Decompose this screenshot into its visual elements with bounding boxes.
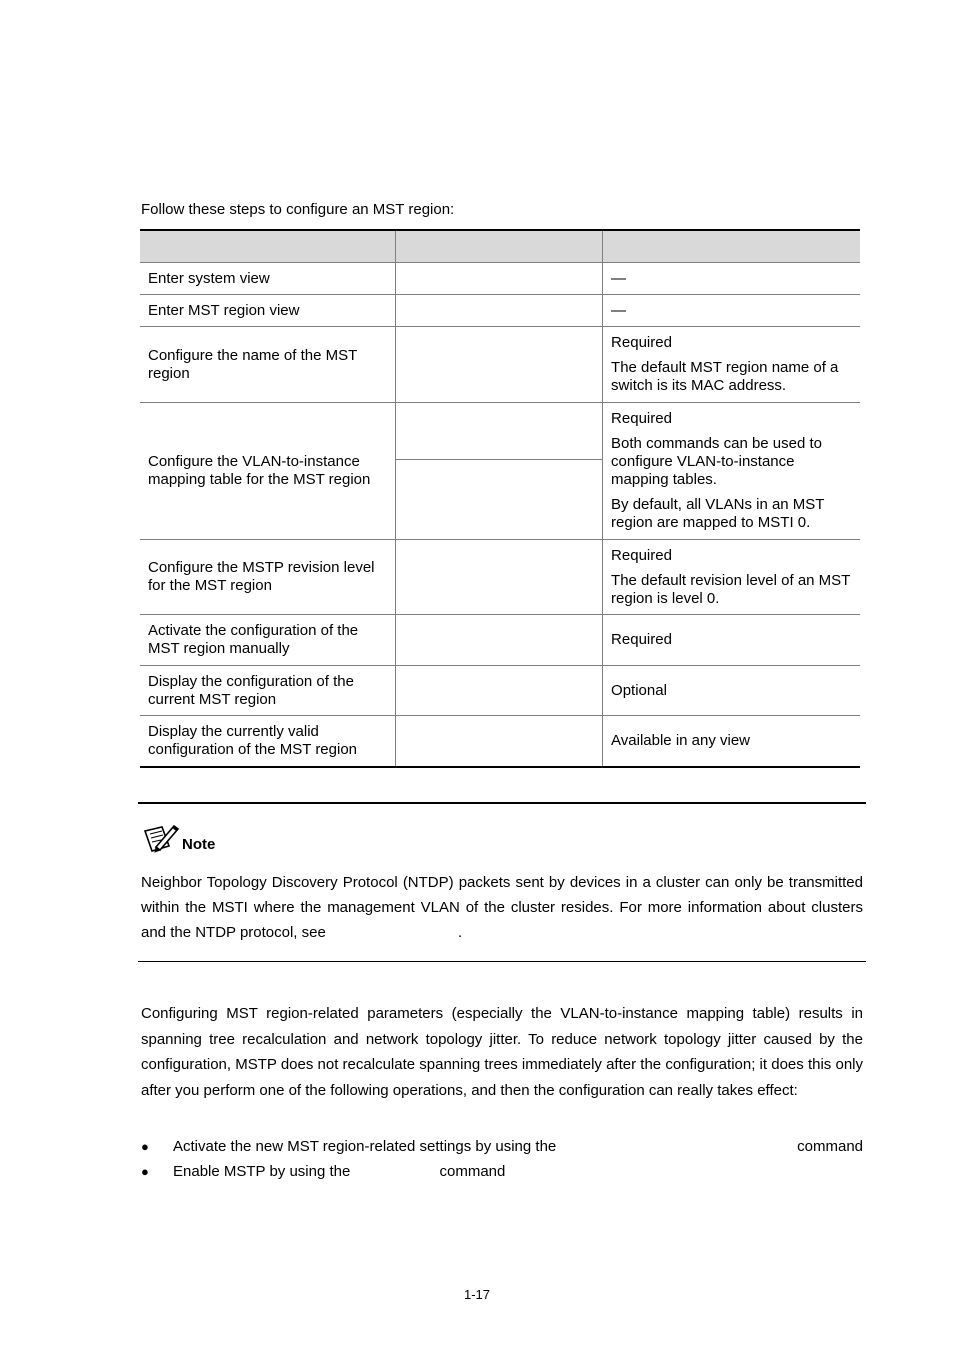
note-text: Neighbor Topology Discovery Protocol (NTDP) packets sent by devices in a cluster can only be transmitted within the MSTI where the management VLAN of the cluster resides. For more information about clusters and the NTDP protocol, see .: [141, 874, 863, 941]
task-cell: Configure the MSTP revision level for the MST region: [140, 540, 395, 615]
task-cell: Configure the name of the MST region: [140, 327, 395, 403]
table-row: [140, 540, 860, 615]
bullet-dot-icon: ●: [141, 1139, 149, 1154]
table-row: [140, 666, 860, 716]
task-cell: Enter system view: [140, 263, 395, 295]
bullet-dot-icon: ●: [141, 1164, 149, 1179]
table-row: [140, 327, 860, 403]
task-cell: Configure the VLAN-to-instance mapping table for the MST region: [140, 403, 395, 540]
remarks-cell: —: [603, 295, 860, 327]
task-cell: Display the configuration of the current MST region: [140, 666, 395, 716]
note-bottom-rule: [138, 961, 866, 962]
task-cell: Display the currently valid configuration of the MST region: [140, 716, 395, 767]
table-row: [140, 295, 860, 327]
table-row: [140, 716, 860, 767]
remarks-cell: Required The default MST region name of a switch is its MAC address.: [603, 327, 860, 403]
command-cell: [395, 540, 602, 615]
intro-text: Follow these steps to configure an MST region:: [141, 201, 455, 218]
table-row: [140, 615, 860, 666]
command-cell: [395, 327, 602, 403]
remarks-cell: Required: [603, 615, 860, 666]
command-cell: [395, 403, 602, 460]
command-cell: [395, 716, 602, 767]
command-cell: [395, 666, 602, 716]
header-use-command: [395, 230, 602, 263]
table-header-row: [140, 230, 860, 263]
list-item: ● Activate the new MST region-related settings by using the command: [141, 1138, 863, 1155]
body-paragraph: Configuring MST region-related parameters (especially the VLAN-to-instance mapping table) results in spanning tree recalculation and network topology jitter. To reduce network topology jitter caused by the configuration, MSTP does not recalculate spanning trees immediately after the configuration; it does this only after you perform one of the following operations, and then the configuration can really takes effect:: [141, 1005, 863, 1099]
command-cell: [395, 460, 602, 540]
table-row: [140, 263, 860, 295]
list-item: ● Enable MSTP by using the command: [141, 1163, 506, 1180]
remarks-cell: Available in any view: [603, 716, 860, 767]
command-cell: [395, 615, 602, 666]
remarks-cell: Required Both commands can be used to configure VLAN-to-instance mapping tables. By default, all VLANs in an MST region are mapped to MSTI 0.: [603, 403, 860, 540]
header-remarks: [603, 230, 860, 263]
table-row: [140, 403, 860, 460]
page-number: 1-17: [463, 1287, 491, 1302]
note-label: Note: [182, 836, 216, 853]
task-cell: Enter MST region view: [140, 295, 395, 327]
note-pencil-icon: [142, 822, 180, 854]
configuration-steps-table: [140, 229, 860, 768]
remarks-cell: Optional: [603, 666, 860, 716]
note-top-rule: [138, 802, 866, 804]
command-cell: [395, 295, 602, 327]
remarks-cell: —: [603, 263, 860, 295]
task-cell: Activate the configuration of the MST region manually: [140, 615, 395, 666]
header-to-do: [140, 230, 395, 263]
remarks-cell: Required The default revision level of an MST region is level 0.: [603, 540, 860, 615]
command-cell: [395, 263, 602, 295]
